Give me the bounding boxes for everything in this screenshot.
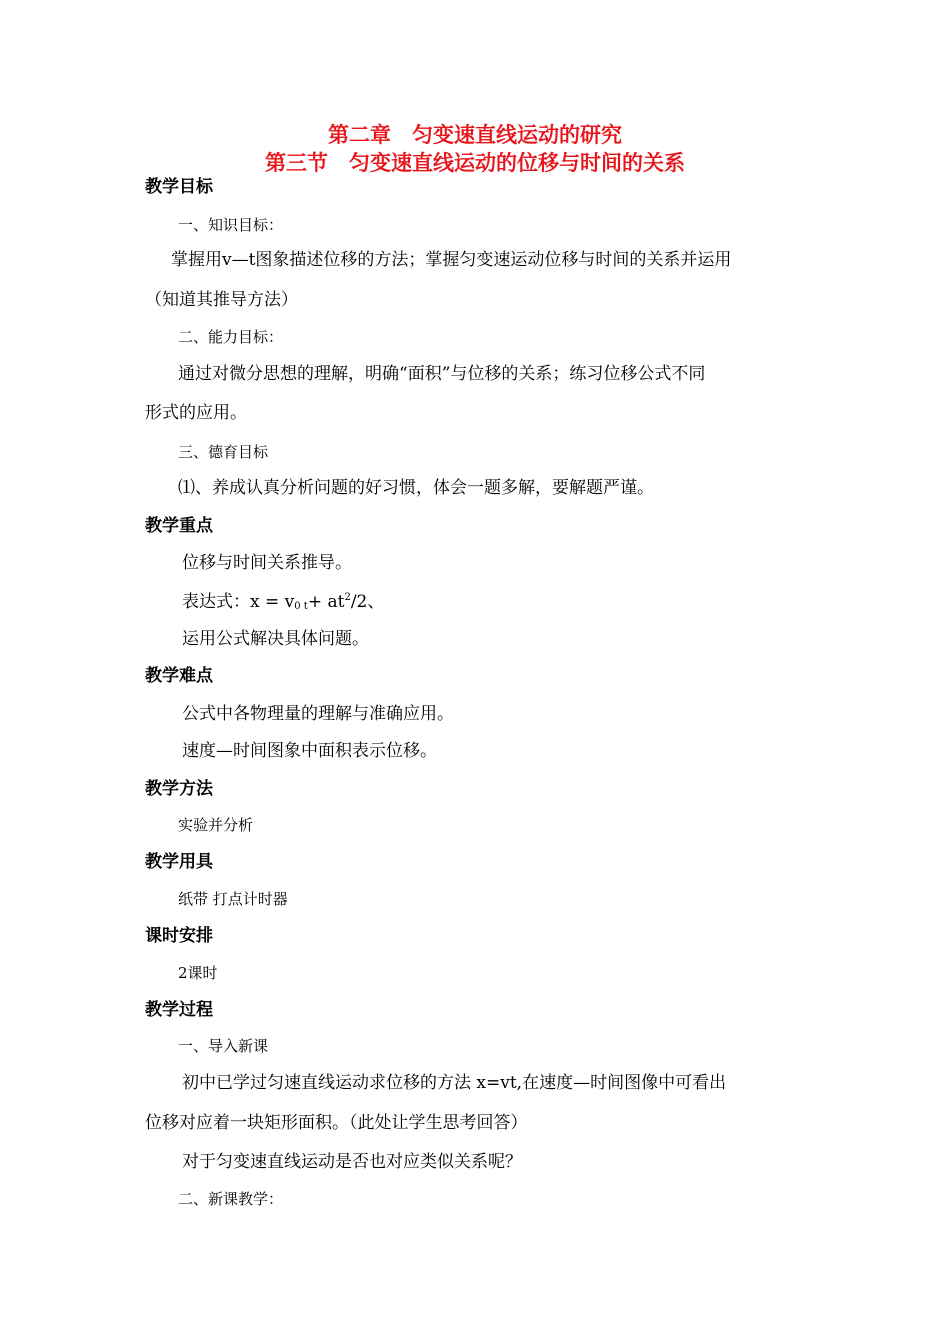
keypoint-formula — [182, 593, 384, 612]
heading-teaching-method: 教学方法 — [145, 779, 213, 799]
formula-prefix: 表达式：x = v — [182, 592, 295, 612]
ability-goal-line-2: 形式的应用。 — [145, 403, 247, 423]
heading-teaching-process: 教学过程 — [145, 1000, 213, 1020]
heading-schedule: 课时安排 — [145, 926, 213, 946]
method-line-1: 实验并分析 — [178, 816, 254, 834]
intro-line-3: 对于匀变速直线运动是否也对应类似关系呢？ — [182, 1152, 522, 1172]
keypoint-line-1: 位移与时间关系推导。 — [182, 553, 352, 573]
section-title: 第三节 匀变速直线运动的位移与时间的关系 — [265, 150, 685, 175]
intro-label: 一、导入新课 — [178, 1037, 269, 1055]
schedule-line-1: 2课时 — [178, 964, 218, 982]
knowledge-goal-label: 一、知识目标： — [178, 216, 284, 234]
moral-goal-line-1: ⑴、养成认真分析问题的好习惯，体会一题多解，要解题严谨。 — [178, 478, 654, 498]
knowledge-goal-line-1: 掌握用v—t图象描述位移的方法；掌握匀变速运动位移与时间的关系并运用 — [171, 250, 732, 270]
difficulty-line-1: 公式中各物理量的理解与准确应用。 — [182, 704, 454, 724]
moral-goal-label: 三、德育目标 — [178, 443, 269, 461]
new-lesson-label: 二、新课教学： — [178, 1190, 284, 1208]
chapter-title: 第二章 匀变速直线运动的研究 — [328, 122, 622, 147]
keypoint-line-3: 运用公式解决具体问题。 — [182, 629, 369, 649]
heading-teaching-goals: 教学目标 — [145, 177, 213, 197]
formula-superscript: 2 — [344, 592, 351, 603]
ability-goal-label: 二、能力目标： — [178, 328, 284, 346]
ability-goal-line-1: 通过对微分思想的理解，明确“面积”与位移的关系；练习位移公式不同 — [178, 364, 706, 384]
heading-teaching-tools: 教学用具 — [145, 852, 213, 872]
heading-difficulties: 教学难点 — [145, 666, 213, 686]
knowledge-goal-line-2: （知道其推导方法） — [145, 290, 298, 310]
heading-key-points: 教学重点 — [145, 516, 213, 536]
formula-subscript: 0 t — [294, 601, 308, 612]
tools-line-1: 纸带 打点计时器 — [178, 890, 288, 908]
intro-line-2: 位移对应着一块矩形面积。（此处让学生思考回答） — [145, 1113, 528, 1133]
intro-line-1: 初中已学过匀速直线运动求位移的方法 x=vt,在速度—时间图像中可看出 — [182, 1073, 727, 1093]
formula-suffix: /2、 — [350, 592, 385, 612]
difficulty-line-2: 速度—时间图象中面积表示位移。 — [182, 741, 437, 761]
formula-middle: + at — [307, 592, 345, 612]
